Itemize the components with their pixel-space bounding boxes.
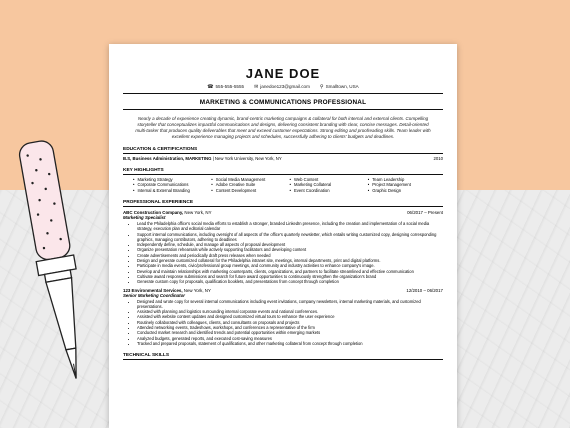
highlight-item: • Internal & External Branding: [133, 188, 208, 193]
list-item: • Participate in media events, civic/professional group meetings, and community and industry activities to enhance company's image.: [137, 263, 443, 268]
job-bullets: [123, 299, 443, 347]
experience-heading: PROFESSIONAL EXPERIENCE: [123, 200, 443, 207]
phone-text: 555-555-5555: [215, 84, 245, 89]
candidate-name: JANE DOE: [245, 66, 321, 81]
list-item: • Attended networking events, tradeshows, workshops, and conferences a representative of the firm: [137, 325, 443, 330]
job-title: Senior Marketing Coordinator: [123, 292, 185, 298]
highlight-item: • Content Development: [211, 188, 286, 193]
education-row: [123, 156, 443, 161]
job-entry: [123, 288, 443, 347]
list-item: • Design and generate customized collateral for the Philadelphia intranet site, meetings, internal departments, print and digital platforms.: [137, 258, 443, 263]
education-section: [123, 147, 443, 161]
pen-icon: [18, 140, 98, 400]
professional-summary: Nearly a decade of experience creating dynamic, brand-centric marketing campaigns & collateral for both internal and external clients. Compelling storyteller that conceptualizes impactful communications and designs, delivering consistent branding with clear, concise messages. Detail-oriented multi-tasker that produces quality deliverables that meet and exceed customer expectations. Strong editing and proofreading skills. Team leader with excellent experience managing projects and schedules, successfully adhering to clients' budgets and deadlines.: [135, 115, 431, 139]
job-bullets: [123, 221, 443, 285]
job-title: Marketing Specialist: [123, 214, 166, 220]
list-item: • Designed and wrote copy for several internal communications including event invitations, company newsletters, internal marketing materials, and customized presentations.: [137, 299, 443, 310]
email-icon: ✉: [254, 84, 259, 90]
highlight-item: • Adobe Creative Suite: [211, 182, 286, 187]
highlights-section: [123, 168, 443, 193]
company-location: New York, NY: [183, 287, 211, 293]
list-item: • Routinely collaborated with colleagues, clients, and consultants on proposals and projects: [137, 320, 443, 325]
job-dates: 12/2010 – 06/2017: [406, 287, 443, 293]
email-contact: [254, 84, 310, 90]
list-item: • Analyzed budgets, generated reports, and executed cost-saving measures: [137, 336, 443, 341]
highlight-item: • Project Management: [368, 182, 443, 187]
header-divider: [123, 93, 443, 94]
list-item: • Assisted with website content updates and designed customized virtual tours to enhance the user experience: [137, 314, 443, 319]
highlight-item: • Event Coordination: [290, 188, 365, 193]
skills-section: [123, 353, 443, 360]
list-item: • Lead the Philadelphia office's social media efforts to establish a stronger, branded LinkedIn presence, including the creation and implementation of a social media strategy, execution plan and editorial calendar: [137, 221, 443, 232]
list-item: • Conducted market research and identified trends and potential opportunities within emerging markets: [137, 330, 443, 335]
education-heading: EDUCATION & CERTIFICATIONS: [123, 147, 443, 154]
highlight-item: • Team Leadership: [368, 177, 443, 182]
highlights-grid: [123, 177, 443, 193]
highlight-item: • Graphic Design: [368, 188, 443, 193]
phone-contact: [207, 84, 244, 90]
list-item: • Generate custom copy for proposals, qualification booklets, and presentations from concept through completion: [137, 279, 443, 284]
list-item: • Support internal communications, including oversight of all aspects of the office's quarterly newsletter, which entails writing customized copy, designing corresponding graphics, managing contributors, adhering to deadlines: [137, 232, 443, 243]
highlight-item: • Web Content: [290, 177, 365, 182]
location-contact: [320, 84, 359, 90]
list-item: • Create advertisements and periodically draft press releases when needed: [137, 253, 443, 258]
highlight-item: • Social Media Management: [211, 177, 286, 182]
list-item: • Assisted with planning and logistics surrounding internal corporate events and national conferences.: [137, 309, 443, 314]
contact-line: [109, 84, 457, 90]
location-pin-icon: ⚲: [319, 84, 324, 90]
location-text: Smalltown, USA: [325, 84, 359, 89]
professional-headline: MARKETING & COMMUNICATIONS PROFESSIONAL: [199, 99, 367, 107]
list-item: • Independently define, schedule, and manage all aspects of proposal development: [137, 242, 443, 247]
job-dates: 06/2017 – Present: [407, 209, 443, 215]
company-name: ABC Construction Company,: [123, 209, 184, 215]
skills-heading: TECHNICAL SKILLS: [123, 353, 443, 360]
school-text: | New York University, New York, NY: [212, 155, 282, 161]
email-text: janedoe123@gmail.com: [260, 84, 310, 89]
list-item: • Organize presentation rehearsals while actively supporting facilitators and developing content: [137, 247, 443, 252]
highlight-item: • Corporate Communications: [133, 182, 208, 187]
experience-section: [123, 200, 443, 346]
degree-text: B.S, Business Administration, MARKETING: [123, 155, 212, 161]
graduation-year: 2010: [433, 155, 443, 161]
company-location: New York, NY: [184, 209, 212, 215]
phone-icon: ☎: [207, 84, 214, 90]
highlights-heading: KEY HIGHLIGHTS: [123, 168, 443, 175]
company-name: 123 Environmental Services,: [123, 287, 183, 293]
highlight-item: • Marketing Collateral: [290, 182, 365, 187]
highlight-item: • Marketing Strategy: [133, 177, 208, 182]
list-item: • Tracked and prepared proposals, statement of qualifications, and other marketing collateral from concept through completion: [137, 341, 443, 346]
resume-page: [109, 44, 457, 428]
list-item: • Develop and maintain relationships with marketing counterparts, clients, organizations, and partners to facilitate streamlined and effective communication: [137, 269, 443, 274]
list-item: • Cultivate award response submissions and search for future award opportunities to continuously strengthen the organization's brand: [137, 274, 443, 279]
job-entry: [123, 210, 443, 285]
headline-divider: [123, 109, 443, 110]
